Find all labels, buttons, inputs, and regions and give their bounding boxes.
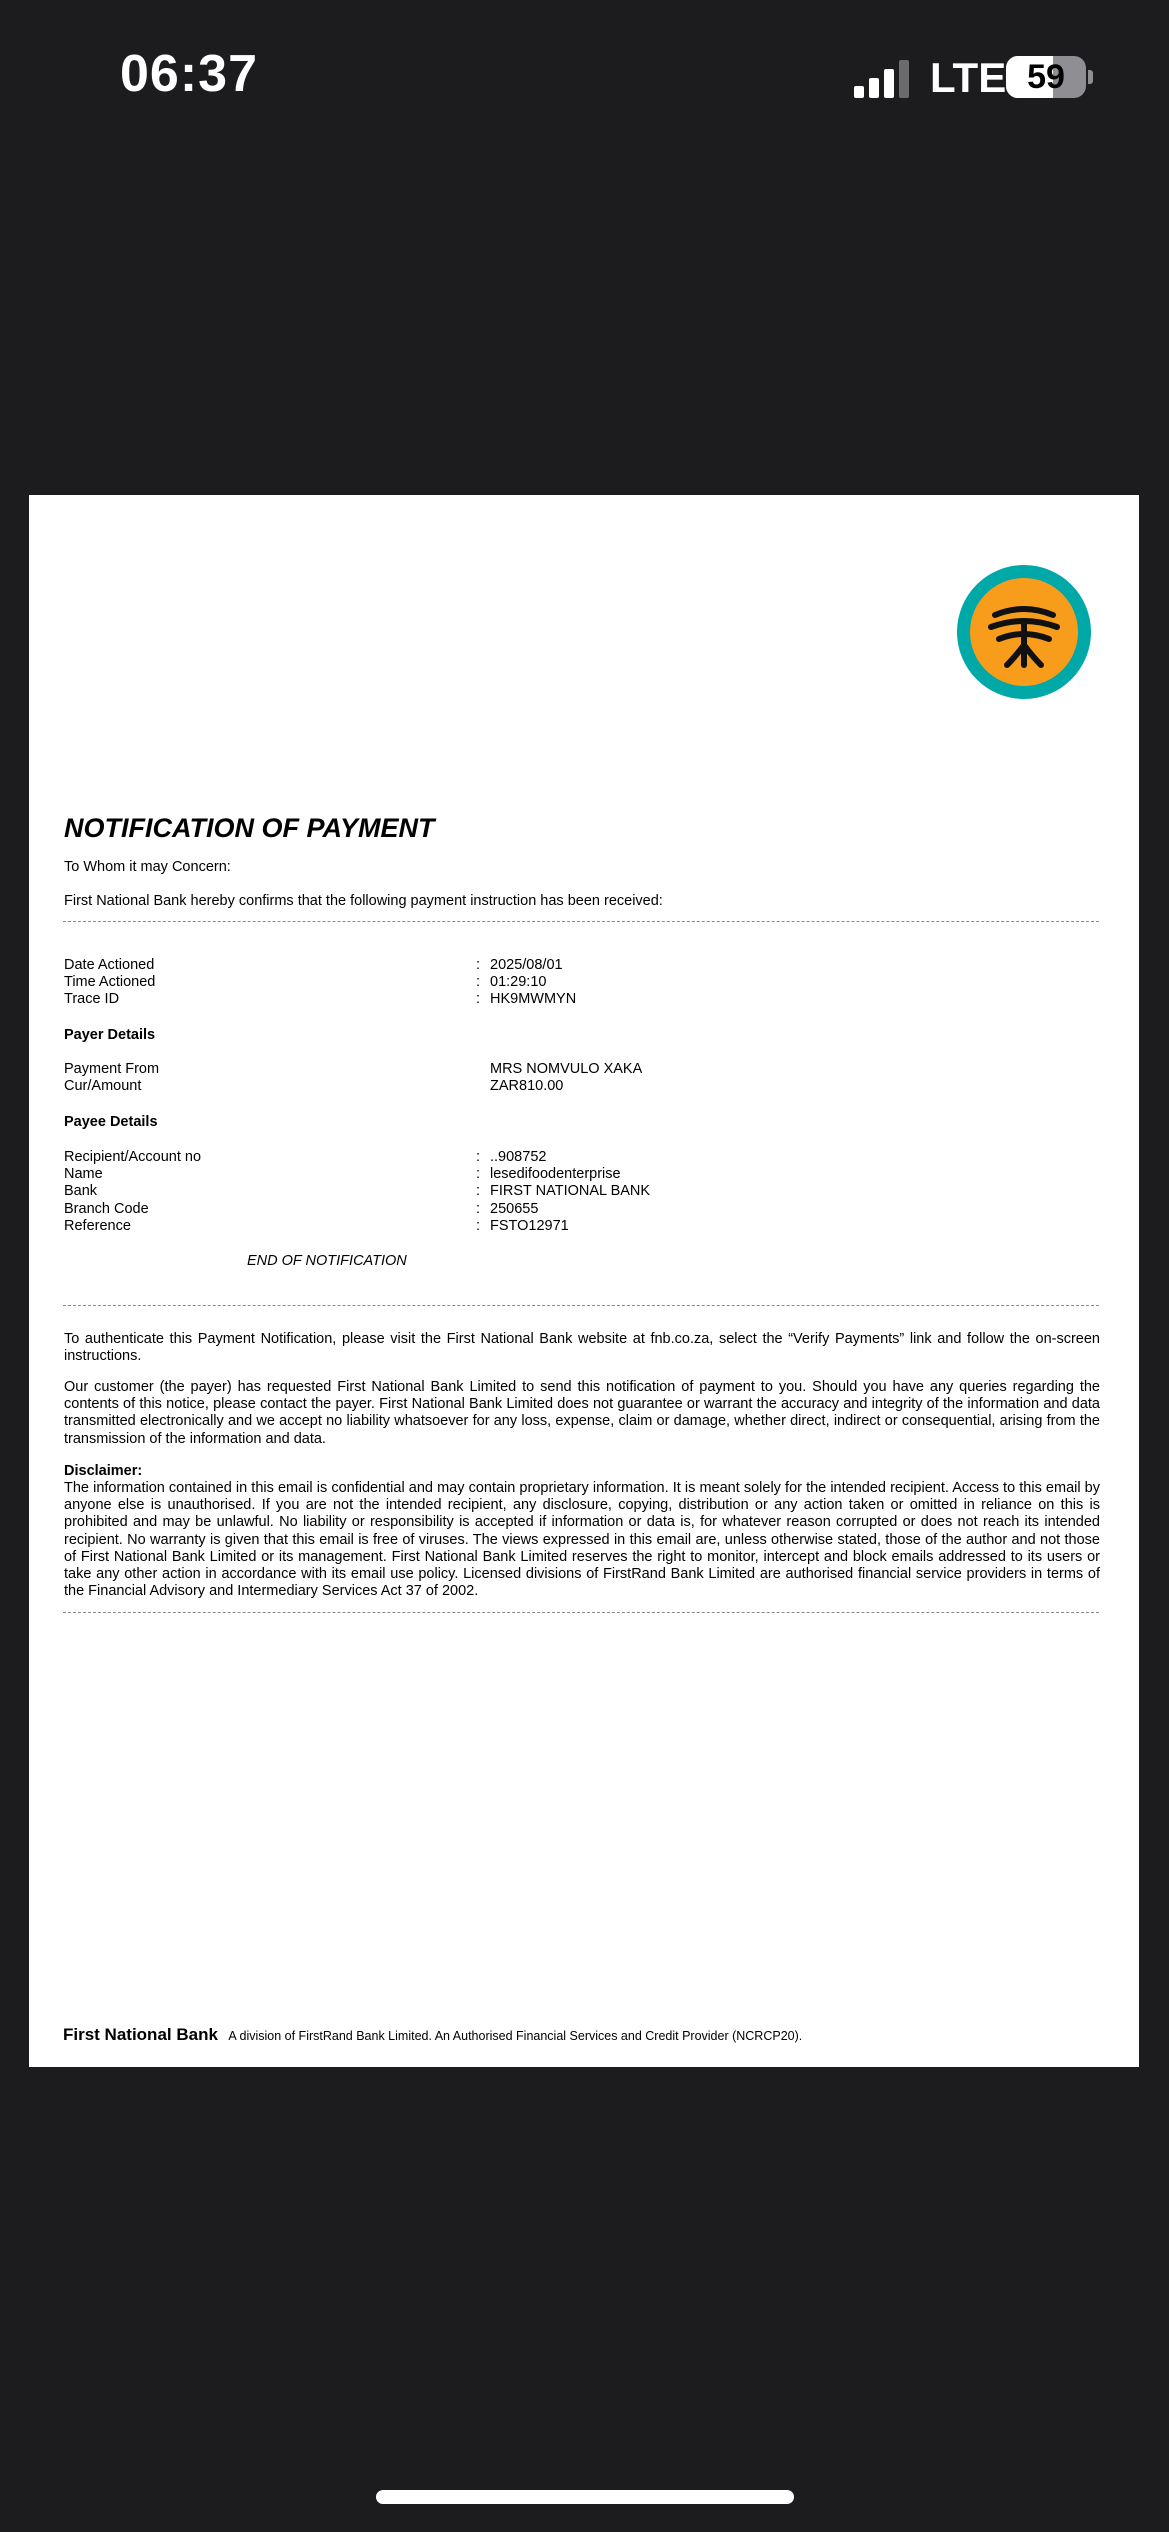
row-value: 250655 [490, 1200, 539, 1217]
payer-row [64, 1061, 1104, 1078]
row-label: Cur/Amount [64, 1078, 142, 1095]
row-label: Reference [64, 1217, 131, 1234]
row-colon: : [476, 974, 481, 991]
cellular-signal-icon [854, 58, 912, 98]
row-value: lesedifoodenterprise [490, 1166, 621, 1183]
row-colon: : [476, 1200, 481, 1217]
authenticate-text: To authenticate this Payment Notification, please visit the First National Bank website at fnb.co.za, select the “Verify Payments” link and follow the on-screen instructions. [64, 1331, 1100, 1365]
payee-row [64, 1149, 1104, 1166]
row-label: Bank [64, 1183, 98, 1200]
payee-row [64, 1166, 1104, 1183]
customer-notice-text: Our customer (the payer) has requested First National Bank Limited to send this notification of payment to you. Should you have any queries regarding the contents of this notice, please contact the payer. First National Bank Limited does not guarantee or warrant the accuracy and integrity of the information and data transmitted electronically and we accept no liability whatsoever for any loss, expense, claim or damage, whether direct, indirect or consequential, arising from the transmission of the information and data. [64, 1379, 1100, 1447]
footer-text: A division of FirstRand Bank Limited. An Authorised Financial Services and Credit Provider (NCRCP20). [228, 2029, 803, 2043]
row-colon: : [476, 1149, 481, 1165]
row-value: 2025/08/01 [490, 957, 563, 973]
summary-rows [64, 957, 1104, 1009]
summary-row [64, 957, 1104, 974]
footer-brand: First National Bank [63, 2025, 218, 2044]
row-label: Date Actioned [64, 957, 155, 973]
divider [63, 1612, 1099, 1613]
row-colon: : [476, 1217, 481, 1234]
home-indicator[interactable] [376, 2490, 794, 2504]
payee-row [64, 1183, 1104, 1200]
row-value: MRS NOMVULO XAKA [490, 1061, 643, 1077]
fnb-tree-logo [957, 565, 1091, 699]
row-label: Recipient/Account no [64, 1149, 202, 1165]
row-colon: : [476, 991, 481, 1008]
end-of-notification: END OF NOTIFICATION [247, 1253, 407, 1269]
payee-row [64, 1201, 1104, 1218]
network-type: LTE [930, 54, 1007, 101]
row-value: ZAR810.00 [490, 1078, 564, 1095]
row-value: ..908752 [490, 1149, 547, 1165]
row-label: Trace ID [64, 991, 120, 1008]
divider [63, 921, 1099, 922]
summary-row [64, 991, 1104, 1008]
disclaimer-heading: Disclaimer: [64, 1463, 143, 1479]
payer-row [64, 1078, 1104, 1095]
row-value: FSTO12971 [490, 1217, 569, 1234]
row-label: Payment From [64, 1061, 160, 1077]
disclaimer-text: The information contained in this email is confidential and may contain proprietary information. It is meant solely for the intended recipient. Access to this email by anyone else is unauthorised. If you are not the intended recipient, any disclosure, copying, distribution or any action taken or omitted in reliance on this is prohibited and may be unlawful. No liability or responsibility is accepted if information or data is, for whatever reason corrupted or does not reach its intended recipient. No warranty is given that this email is free of viruses. The views expressed in this email are, unless otherwise stated, those of the author and not those of First National Bank Limited or its management. First National Bank Limited reserves the right to monitor, intercept and block emails addressed to its users or take any other action in accordance with its email use policy. Licensed divisions of FirstRand Bank Limited are authorised financial service providers in terms of the Financial Advisory and Intermediary Services Act 37 of 2002. [64, 1480, 1100, 1600]
summary-row [64, 974, 1104, 991]
row-value: 01:29:10 [490, 974, 547, 991]
payee-details-heading: Payee Details [64, 1114, 158, 1130]
battery-level: 59 [1027, 58, 1065, 96]
divider [63, 1305, 1099, 1306]
row-label: Time Actioned [64, 974, 156, 991]
row-colon: : [476, 1183, 481, 1200]
battery-icon [1006, 56, 1086, 98]
greeting: To Whom it may Concern: [64, 859, 231, 875]
payer-rows [64, 1061, 1104, 1095]
payer-details-heading: Payer Details [64, 1027, 156, 1043]
row-label: Branch Code [64, 1200, 149, 1217]
row-value: FIRST NATIONAL BANK [490, 1183, 651, 1200]
status-time: 06:37 [120, 45, 258, 103]
document-title: NOTIFICATION OF PAYMENT [64, 813, 435, 843]
payee-row [64, 1218, 1104, 1235]
payee-rows [64, 1149, 1104, 1235]
intro-text: First National Bank hereby confirms that the following payment instruction has been received: [64, 893, 663, 909]
row-colon: : [476, 1166, 481, 1183]
payment-notification-page [29, 495, 1139, 2067]
row-value: HK9MWMYN [490, 991, 577, 1008]
battery-tip [1088, 70, 1093, 84]
row-colon: : [476, 957, 481, 973]
row-label: Name [64, 1166, 103, 1183]
page-footer [63, 2025, 802, 2045]
